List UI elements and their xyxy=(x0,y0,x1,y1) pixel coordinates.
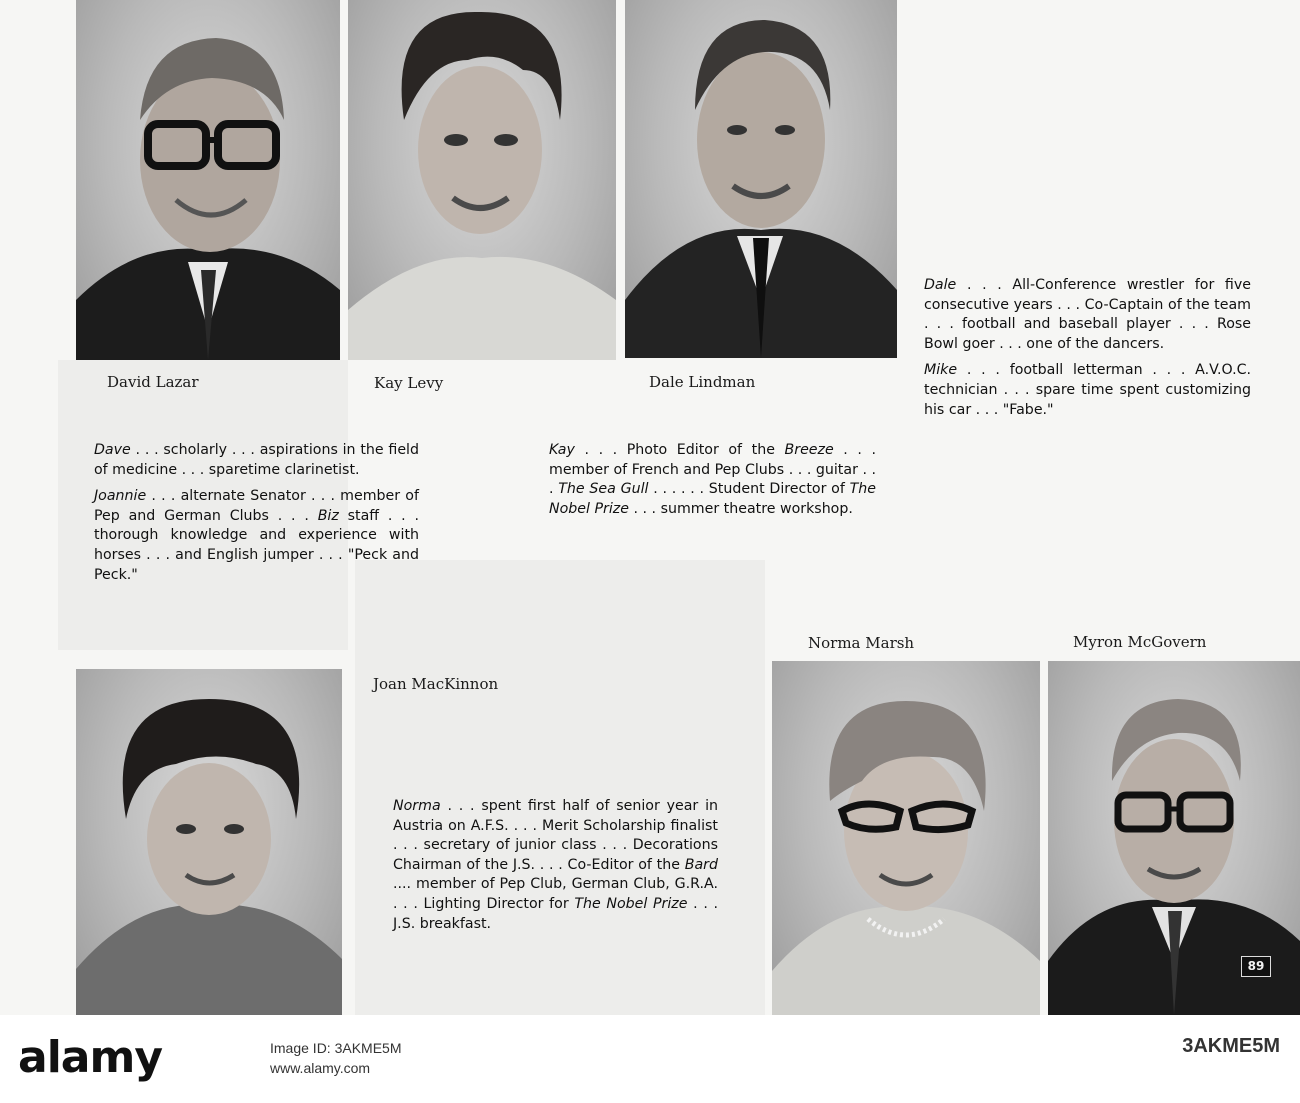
watermark-url: www.alamy.com xyxy=(270,1060,371,1076)
bio-italic-title: Bard xyxy=(684,856,718,873)
bio-norma xyxy=(393,797,718,934)
bio-text: . . . All-Conference wrestler for five consecutive years . . . Co-Captain of the team . . . football and baseball player . . . Rose Bowl goer . . . one of the dancers. xyxy=(924,277,1251,352)
caption-kay-levy: Kay Levy xyxy=(374,374,444,392)
bio-joannie xyxy=(94,487,419,585)
bio-text: staff . . . thorough knowledge and experience with horses . . . and English jumper . . . "Peck and Peck." xyxy=(94,507,420,583)
portrait-norma-marsh xyxy=(772,661,1040,1015)
portrait-kay-levy xyxy=(348,0,616,360)
watermark-footer xyxy=(0,1015,1300,1103)
bio-nickname: Mike xyxy=(924,362,958,379)
caption-myron-mcgovern: Myron McGovern xyxy=(1073,633,1207,651)
bio-italic-title: Breeze xyxy=(784,442,834,458)
watermark-info xyxy=(270,1038,402,1078)
bio-kay xyxy=(549,441,876,519)
portrait-joan-mackinnon xyxy=(76,669,342,1015)
watermark-id: 3AKME5M xyxy=(1182,1035,1280,1057)
bio-text: . . . member of French and Pep Clubs . . . guitar . . . xyxy=(549,442,876,498)
alamy-logo: alamy xyxy=(18,1032,162,1083)
watermark-id-block xyxy=(1130,1036,1280,1058)
bio-italic-title: Biz xyxy=(317,507,339,524)
bio-nickname: Dave xyxy=(94,442,131,458)
caption-norma-marsh: Norma Marsh xyxy=(808,634,915,652)
caption-joan-mackinnon: Joan MacKinnon xyxy=(373,675,499,693)
bio-dale xyxy=(924,276,1251,354)
bio-text: . . . football letterman . . . A.V.O.C. technician . . . spare time spent customizing his car . . . "Fabe." xyxy=(924,362,1251,418)
bio-mike xyxy=(924,361,1251,420)
bio-text: .... member of Pep Club, German Club, G.R.A. . . . Lighting Director for xyxy=(393,876,718,912)
bio-block-dale-mike xyxy=(924,276,1251,427)
bio-block-dave-joannie xyxy=(94,441,419,592)
bio-text: . . . scholarly . . . aspirations in the field of medicine . . . sparetime clarinetist. xyxy=(94,442,419,478)
bio-text: . . . alternate Senator . . . member of Pep and German Clubs . . . xyxy=(94,488,419,524)
bio-text: . . . J.S. breakfast. xyxy=(393,895,718,932)
bio-nickname: Norma xyxy=(393,798,441,814)
bio-block-norma xyxy=(393,797,718,941)
portrait-dale-lindman xyxy=(625,0,897,358)
bio-nickname: Dale xyxy=(924,277,957,293)
bio-italic-title: The Nobel Prize xyxy=(549,481,876,517)
caption-david-lazar: David Lazar xyxy=(107,373,199,391)
show-through-block xyxy=(355,560,765,1020)
bio-block-kay xyxy=(549,441,876,526)
bio-dave xyxy=(94,441,419,480)
bio-text: . . . . . . Student Director of xyxy=(648,481,850,498)
bio-nickname: Kay xyxy=(549,442,575,458)
watermark-image-id: Image ID: 3AKME5M xyxy=(270,1040,402,1056)
bio-text: . . . spent first half of senior year in Austria on A.F.S. . . . Merit Scholarship finalist . . . secretary of junior class . . . Decorations Chairman of the J.S. . . . Co-Editor of the xyxy=(393,798,718,873)
page-number: 89 xyxy=(1241,956,1271,977)
bio-italic-title: The Sea Gull xyxy=(558,481,649,498)
portrait-david-lazar xyxy=(76,0,340,360)
bio-text: . . . summer theatre workshop. xyxy=(629,500,853,517)
bio-nickname: Joannie xyxy=(94,488,147,505)
bio-italic-title: The Nobel Prize xyxy=(574,895,688,912)
caption-dale-lindman: Dale Lindman xyxy=(649,373,756,391)
bio-text: . . . Photo Editor of the xyxy=(574,442,785,458)
